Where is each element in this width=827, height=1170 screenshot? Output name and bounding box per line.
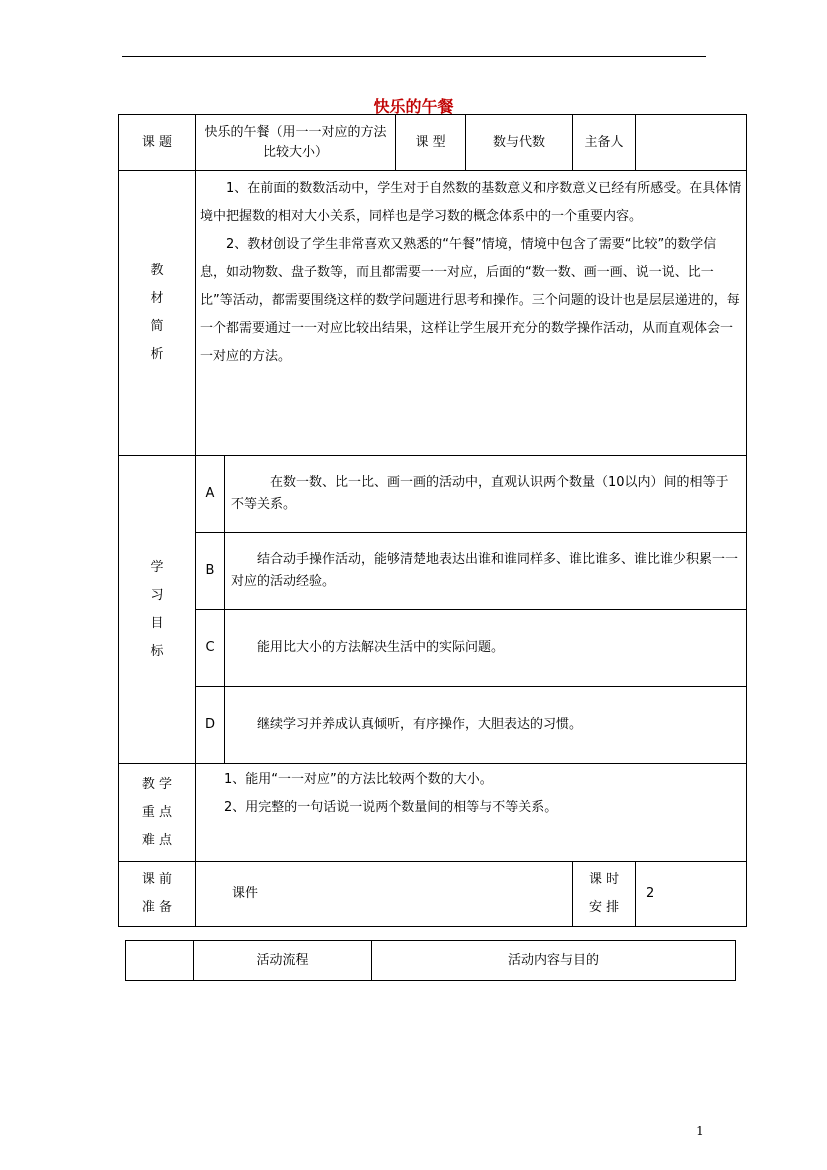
hours-label: 课 时 安 排 bbox=[573, 862, 636, 927]
keypoints-label: 教 学 重 点 难 点 bbox=[119, 764, 196, 862]
activity-flow-table bbox=[125, 940, 736, 981]
prep-label: 课 前 准 备 bbox=[119, 862, 196, 927]
analysis-label: 教 材 简 析 bbox=[119, 171, 196, 456]
keypoints-content bbox=[196, 764, 747, 862]
goals-content bbox=[196, 456, 747, 764]
flow-header-content: 活动内容与目的 bbox=[372, 941, 736, 981]
type-label: 课 型 bbox=[396, 115, 466, 171]
topic-value: 快乐的午餐（用一一对应的方法比较大小） bbox=[196, 115, 396, 171]
keypoint-1: 1、能用“一一对应”的方法比较两个数的大小。 bbox=[224, 772, 493, 787]
flow-header-process: 活动流程 bbox=[194, 941, 372, 981]
keypoint-2: 2、用完整的一句话说一说两个数量间的相等与不等关系。 bbox=[224, 800, 558, 815]
hours-value: 2 bbox=[636, 862, 747, 927]
goals-label: 学 习 目 标 bbox=[119, 456, 196, 764]
flow-blank-cell bbox=[126, 941, 194, 981]
analysis-paragraph-2: 2、教材创设了学生非常喜欢又熟悉的“午餐”情境，情境中包含了需要“比较”的数学信息，如动物数、盘子数等，而且都需要一一对应，后面的“数一数、画一画、说一说、比一比”等活动，都需要围绕这样的数学问题进行思考和操作。三个问题的设计也是层层递进的，每一个都需要通过一一对应比较出结果，这样让学生展开充分的数学操作活动，从而直观体会一一对应的方法。 bbox=[200, 237, 740, 364]
analysis-content bbox=[196, 171, 747, 456]
goal-a: A 在数一数、比一比、画一画的活动中，直观认识两个数量（10以内）间的相等于不等关系。 bbox=[196, 456, 746, 533]
prep-value: 课件 bbox=[196, 862, 573, 927]
page-number: 1 bbox=[696, 1124, 704, 1138]
preparer-value bbox=[636, 115, 747, 171]
analysis-paragraph-1: 1、在前面的数数活动中，学生对于自然数的基数意义和序数意义已经有所感受。在具体情境中把握数的相对大小关系，同样也是学习数的概念体系中的一个重要内容。 bbox=[200, 181, 742, 224]
type-value: 数与代数 bbox=[466, 115, 573, 171]
goal-b: B 结合动手操作活动，能够清楚地表达出谁和谁同样多、谁比谁多、谁比谁少积累一一对应的活动经验。 bbox=[196, 533, 746, 610]
document-title: 快乐的午餐 bbox=[373, 97, 454, 116]
header-rule bbox=[122, 56, 706, 57]
preparer-label: 主备人 bbox=[573, 115, 636, 171]
lesson-plan-table bbox=[118, 114, 747, 927]
goal-d: D 继续学习并养成认真倾听，有序操作，大胆表达的习惯。 bbox=[196, 687, 746, 763]
topic-label: 课 题 bbox=[119, 115, 196, 171]
goal-c: C 能用比大小的方法解决生活中的实际问题。 bbox=[196, 610, 746, 687]
